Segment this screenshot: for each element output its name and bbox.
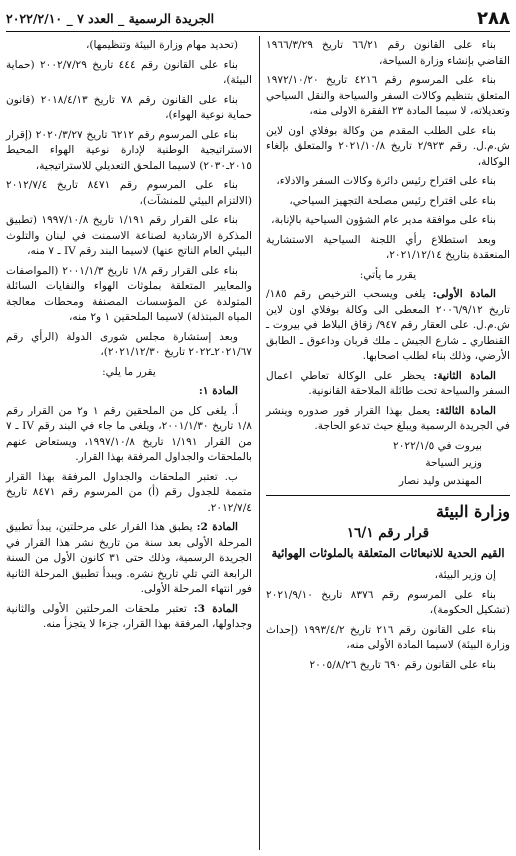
article-title: المادة ١: — [198, 385, 238, 397]
article-title: المادة الثانية: — [433, 369, 496, 382]
preamble-paragraph: بناء على المرسوم رقم ٦٢١٢ تاريخ ٢٠٢٠/٣/٢٧ (إقرار الاستراتيجية الوطنية لإدارة نوعية الهواء المحيط ٢٠١٥ـ٢٠٣٠) لاسيما الملحق التعديلي للاستراتيجية، — [6, 128, 252, 172]
article-title: المادة الثالثة: — [435, 404, 496, 417]
signature-role: وزير السياحة — [425, 457, 482, 469]
preamble-paragraph: بناء على اقتراح رئيس مصلحة التجهيز السياحي، — [289, 194, 496, 207]
article-title: المادة 3: — [193, 602, 239, 615]
article-text: يطبق هذا القرار على مرحلتين، يبدأ تطبيق المرحلة الأولى بعد سنة من تاريخ نشر هذا القرار في الجريدة الرسمية، وذلك حتى ٣١ كانون الأول من السنة الرابعة التي تلي تاريخ نشره. ويبدأ تطبيق المرحلة الثانية فور انتهاء المرحلة الأولى. — [6, 521, 253, 595]
right-column — [266, 38, 510, 677]
article-paragraph — [266, 369, 510, 400]
article-item: أ. يلغى كل من الملحقين رقم ١ و٢ من القرار رقم ١/٨ تاريخ ٢٠٠١/١/٣٠، ويلغى ما جاء في البند رقم IV ـ ٧ من القرار ١/١٩١ تاريخ ١٩٩٧/١٠/٨، ويستعاض عنهم بالملحقات والجداول المرفقة بهذا القرار. — [6, 404, 252, 463]
preamble-paragraph: بناء على القانون رقم ٤٤٤ تاريخ ٢٠٠٢/٧/٢٩ (حماية البيئة)، — [6, 58, 252, 86]
preamble-paragraph: بناء على المرسوم رقم ٨٣٧٦ تاريخ ٢٠٢١/٩/١٠ (تشكيل الحكومة)، — [266, 588, 510, 616]
preamble-paragraph: بناء على القانون رقم ٦٦/٢١ تاريخ ١٩٦٦/٣/٢٩ القاضي بإنشاء وزارة السياحة، — [266, 39, 510, 67]
running-title: الجريدة الرسمية _ العدد ٧ _ ٢٠٢٢/٢/١٠ — [6, 10, 215, 26]
article-paragraph — [266, 404, 510, 435]
preamble-paragraph: بناء على موافقة مدير عام الشؤون السياحية بالإنابة، — [271, 214, 496, 226]
signature-name: المهندس وليد نصار — [398, 474, 482, 487]
article-paragraph — [266, 287, 510, 365]
preamble-paragraph: بناء على القانون رقم ٦٩٠ تاريخ ٢٠٠٥/٨/٢٦ — [309, 658, 496, 671]
article-text: يلغى ويسحب الترخيص رقم ١٨٥/ تاريخ ٢٠٠٦/٩/١٢ المعطى الى وكالة بوفلاي اون لاين ش.م.ل. على العقار رقم ٩٤٧/ زقاق البلاط في بيروت ـ القنطاري ـ شارع الجيش ـ ملك قربان وداعوق ـ الطابق الأرضي، وذلك بناء لطلب اصحابها. — [266, 288, 510, 362]
article-title: المادة 2: — [196, 521, 239, 533]
preamble-paragraph: وبعد استطلاع رأي اللجنة السياحية الاستشارية المنعقدة بتاريخ ٢٠٢١/١٢/١٤، — [266, 233, 510, 261]
preamble-paragraph: بناء على المرسوم رقم ٨٤٧١ تاريخ ٢٠١٢/٧/٤ (الالتزام البيئي للمنشآت)، — [6, 179, 252, 207]
ministry-title: وزارة البيئة — [436, 502, 510, 521]
article-paragraph — [6, 602, 252, 633]
article-text: يعمل بهذا القرار فور صدوره وينشر في الجريدة الرسمية ويبلغ حيث تدعو الحاجة. — [266, 404, 510, 432]
header-rule — [6, 31, 510, 32]
preamble-paragraph: وبعد إستشارة مجلس شورى الدولة (الرأي رقم ٢٠٢١/٦٧ـ٢٠٢٢ تاريخ ٢٠٢١/١٢/٣٠)، — [6, 330, 252, 358]
decision-subject: القيم الحدية للانبعاثات المتعلقة بالملوثات الهوائية — [271, 546, 505, 560]
page-number: ٢٨٨ — [477, 7, 510, 29]
decides-heading: يقرر ما يأتي: — [359, 268, 417, 281]
column-divider — [259, 36, 260, 850]
section-rule — [266, 495, 510, 496]
preamble-paragraph: بناء على الطلب المقدم من وكالة بوفلاي اون لاين ش.م.ل. رقم ٢/٩٢٣ تاريخ ٢٠٢١/١٠/٨ والمتعلق بإلغاء الوكالة، — [266, 124, 510, 168]
article-title: المادة الأولى: — [432, 288, 496, 300]
decision-number: قرار رقم ١٦/١ — [346, 524, 430, 541]
preamble-paragraph: (تحديد مهام وزارة البيئة وتنظيمها)، — [85, 39, 238, 51]
left-column — [6, 38, 252, 637]
page-header — [6, 6, 510, 30]
decides-heading: يقرر ما يلي: — [102, 365, 156, 378]
preamble-paragraph: بناء على القانون رقم ٢١٦ تاريخ ١٩٩٣/٤/٢ (إحداث وزارة البيئة) لاسيما المادة الأولى منه، — [266, 623, 510, 651]
signature-date: بيروت في ٢٠٢٢/١/٥ — [393, 439, 482, 452]
preamble-paragraph: بناء على اقتراح رئيس دائرة وكالات السفر والادلاء، — [276, 175, 496, 187]
preamble-paragraph: بناء على القرار رقم ١/٨ تاريخ ٢٠٠١/١/٣ (المواصفات والمعايير المتعلقة بملوثات الهواء والنفايات السائلة المتولدة عن المؤسسات المصنفة ومحطات معالجة المياه المبتذلة) لاسيما الملحقين ١ و٢ منه، — [6, 264, 252, 323]
preamble-paragraph: بناء على المرسوم رقم ٤٢١٦ تاريخ ١٩٧٢/١٠/٢٠ المتعلق بتنظيم وكالات السفر والسياحة والنقل السياحي وتعديلاته، لا سيما المادة ٢٣ الفقرة الاولى منه، — [266, 74, 510, 117]
article-item: ب. تعتبر الملحقات والجداول المرفقة بهذا القرار متممة للجدول رقم (أ) من المرسوم رقم ٨٤٧١ تاريخ ٢٠١٢/٧/٤. — [6, 470, 252, 514]
article-paragraph — [6, 520, 252, 598]
preamble-paragraph: بناء على القرار رقم ١/١٩١ تاريخ ١٩٩٧/١٠/٨ (تطبيق المذكرة الارشادية لصناعة الاسمنت في لبنان والتلوث البيئي العام الناتج عنها) لاسيما البند رقم IV ـ ٧ منه، — [6, 214, 252, 257]
preamble-paragraph: إن وزير البيئة، — [434, 569, 496, 581]
article-text: تعتبر ملحقات المرحلتين الأولى والثانية وجداولها، المرفقة بهذا القرار، جزءا لا يتجزأ منه. — [6, 602, 252, 630]
article-text: يحظر على الوكالة تعاطي اعمال السفر والسياحة تحت طائلة الملاحقة القانونية. — [266, 369, 510, 397]
preamble-paragraph: بناء على القانون رقم ٧٨ تاريخ ٢٠١٨/٤/١٣ (قانون حماية نوعية الهواء)، — [6, 93, 252, 121]
